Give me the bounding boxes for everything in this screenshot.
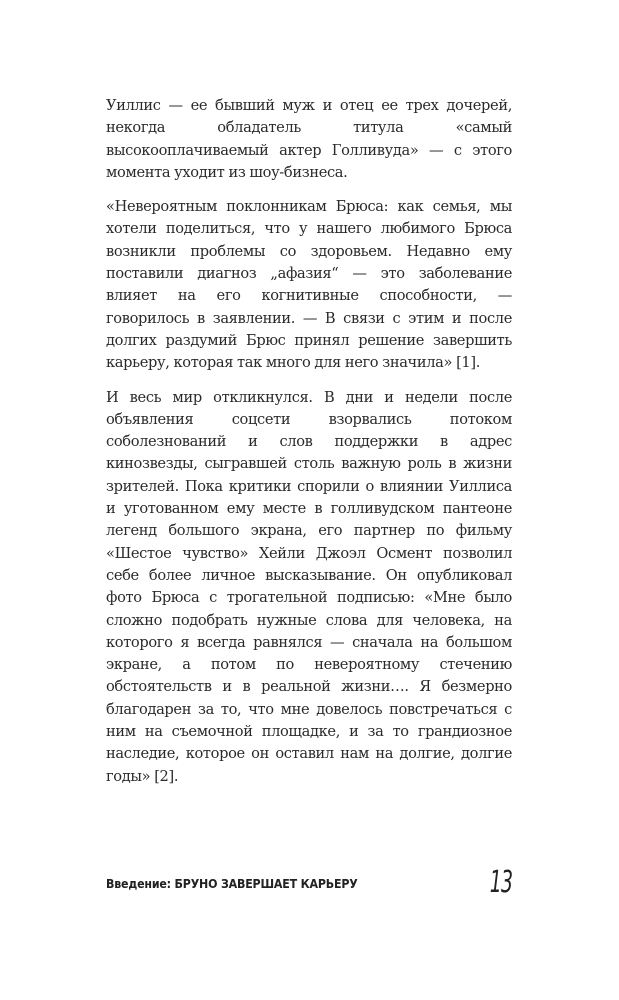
paragraph-2: «Невероятным поклонникам Брюса: как семья, мы хотели поделиться, что у нашего любимого Брюса возникли проблемы со здоровьем. Недавно ему поставили диагноз „афазия“ — это заболевание влияет на его когнитивные способности, — говорилось в заявлении. — В связи с этим и после долгих раздумий Брюс принял решение завершить карьеру, которая так много для него значила» [1]. <box>106 198 512 372</box>
page-body <box>106 95 512 800</box>
paragraph-3: И весь мир откликнулся. В дни и недели после объявления соцсети взорвались потоком соболезнований и слов поддержки в адрес кинозвезды, сыгравшей столь важную роль в жизни зрителей. Пока критики спорили о влиянии Уиллиса и уготованном ему месте в голливудском пантеоне легенд большого экрана, его партнер по фильму «Шестое чувство» Хейли Джоэл Осмент позволил себе более личное высказывание. Он опубликовал фото Брюса с трогательной подписью: «Мне было сложно подобрать нужные слова для человека, на которого я всегда равнялся — сначала на большом экране, а потом по невероятному стечению обстоятельств и в реальной жизни…. Я безмерно благодарен за то, что мне довелось повстречаться с ним на съемочной площадке, и за то грандиозное наследие, которое он оставил нам на долгие, долгие годы» [2]. <box>106 388 512 785</box>
paragraph-1: Уиллис — ее бывший муж и отец ее трех дочерей, некогда обладатель титула «самый высокооплачиваемый актер Голливуда» — с этого момента уходит из шоу-бизнеса. <box>106 97 512 181</box>
page-number: 13 <box>489 865 512 900</box>
page-footer <box>106 867 512 901</box>
running-head: Введение: БРУНО ЗАВЕРШАЕТ КАРЬЕРУ <box>106 877 358 891</box>
